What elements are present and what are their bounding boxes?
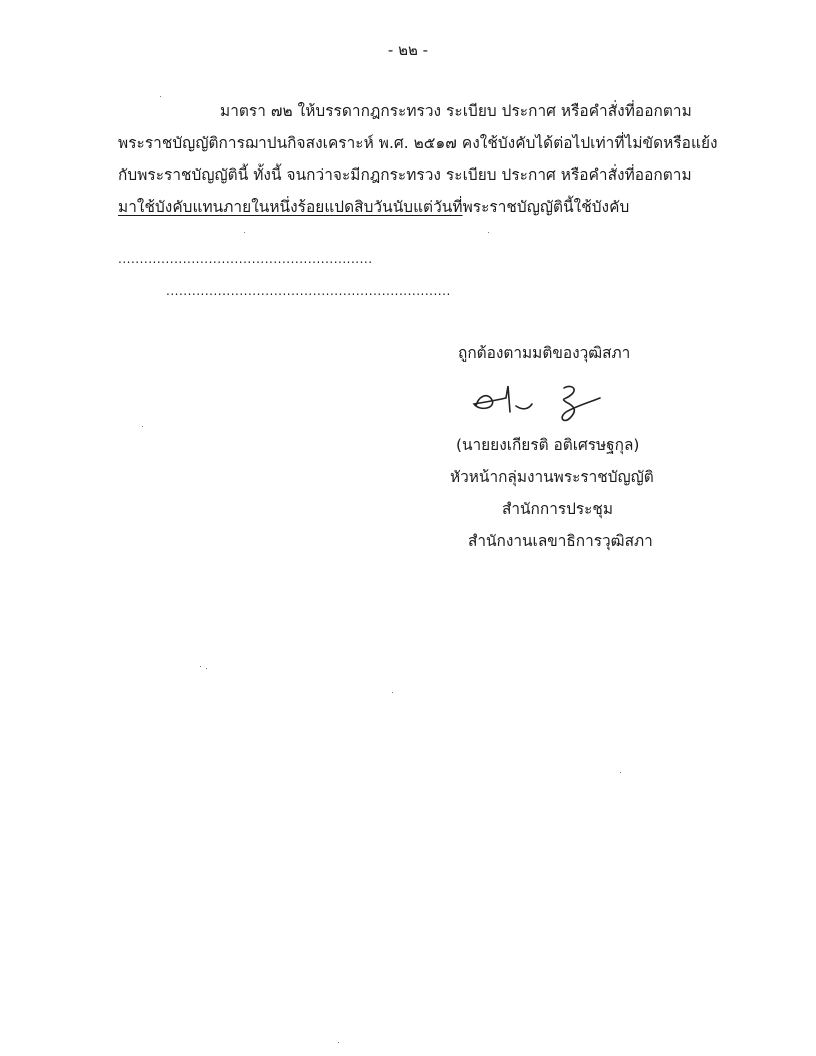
signatory-position: หัวหน้ากลุ่มงานพระราชบัญญัติ	[450, 468, 654, 486]
scan-speck	[620, 772, 621, 773]
scan-speck	[142, 426, 143, 427]
scan-speck	[488, 232, 489, 233]
signatory-bureau: สำนักการประชุม	[502, 500, 613, 518]
scan-speck	[160, 96, 161, 97]
page-number: - ๒๒ -	[387, 41, 429, 59]
scan-speck	[206, 668, 207, 669]
scan-speck	[200, 666, 201, 667]
section-line-4-rest: พระราชบัญญัตินี้ใช้บังคับ	[462, 198, 630, 216]
section-line-2: พระราชบัญญัติการฌาปนกิจสงเคราะห์ พ.ศ. ๒๕๑๗ คงใช้บังคับได้ต่อไปเท่าที่ไม่ขัดหรือแย้ง	[118, 134, 718, 152]
handwritten-signature	[466, 378, 606, 426]
scan-speck	[338, 1042, 339, 1043]
signature-stroke-1	[474, 386, 510, 412]
dotted-line-1: ...........................................................	[118, 252, 373, 266]
signatory-office: สำนักงานเลขาธิการวุฒิสภา	[468, 532, 653, 550]
section-line-1: มาตรา ๗๒ ให้บรรดากฎกระทรวง ระเบียบ ประกาศ หรือคำสั่งที่ออกตาม	[220, 102, 692, 120]
signatory-name: (นายยงเกียรติ อติเศรษฐกุล)	[456, 436, 640, 454]
signature-stroke-3	[562, 386, 600, 420]
scan-speck	[392, 692, 393, 693]
signature-stroke-2	[516, 404, 532, 409]
section-line-3: กับพระราชบัญญัตินี้ ทั้งนี้ จนกว่าจะมีกฎกระทรวง ระเบียบ ประกาศ หรือคำสั่งที่ออกตาม	[118, 166, 692, 184]
dotted-line-2: ..................................................................	[166, 284, 451, 298]
scan-speck	[244, 232, 245, 233]
underlined-amendment-text: มาใช้บังคับแทนภายในหนึ่งร้อยแปดสิบวันนับแต่วันที่	[118, 198, 463, 216]
certification-statement: ถูกต้องตามมติของวุฒิสภา	[458, 344, 631, 362]
section-line-4	[118, 194, 629, 219]
